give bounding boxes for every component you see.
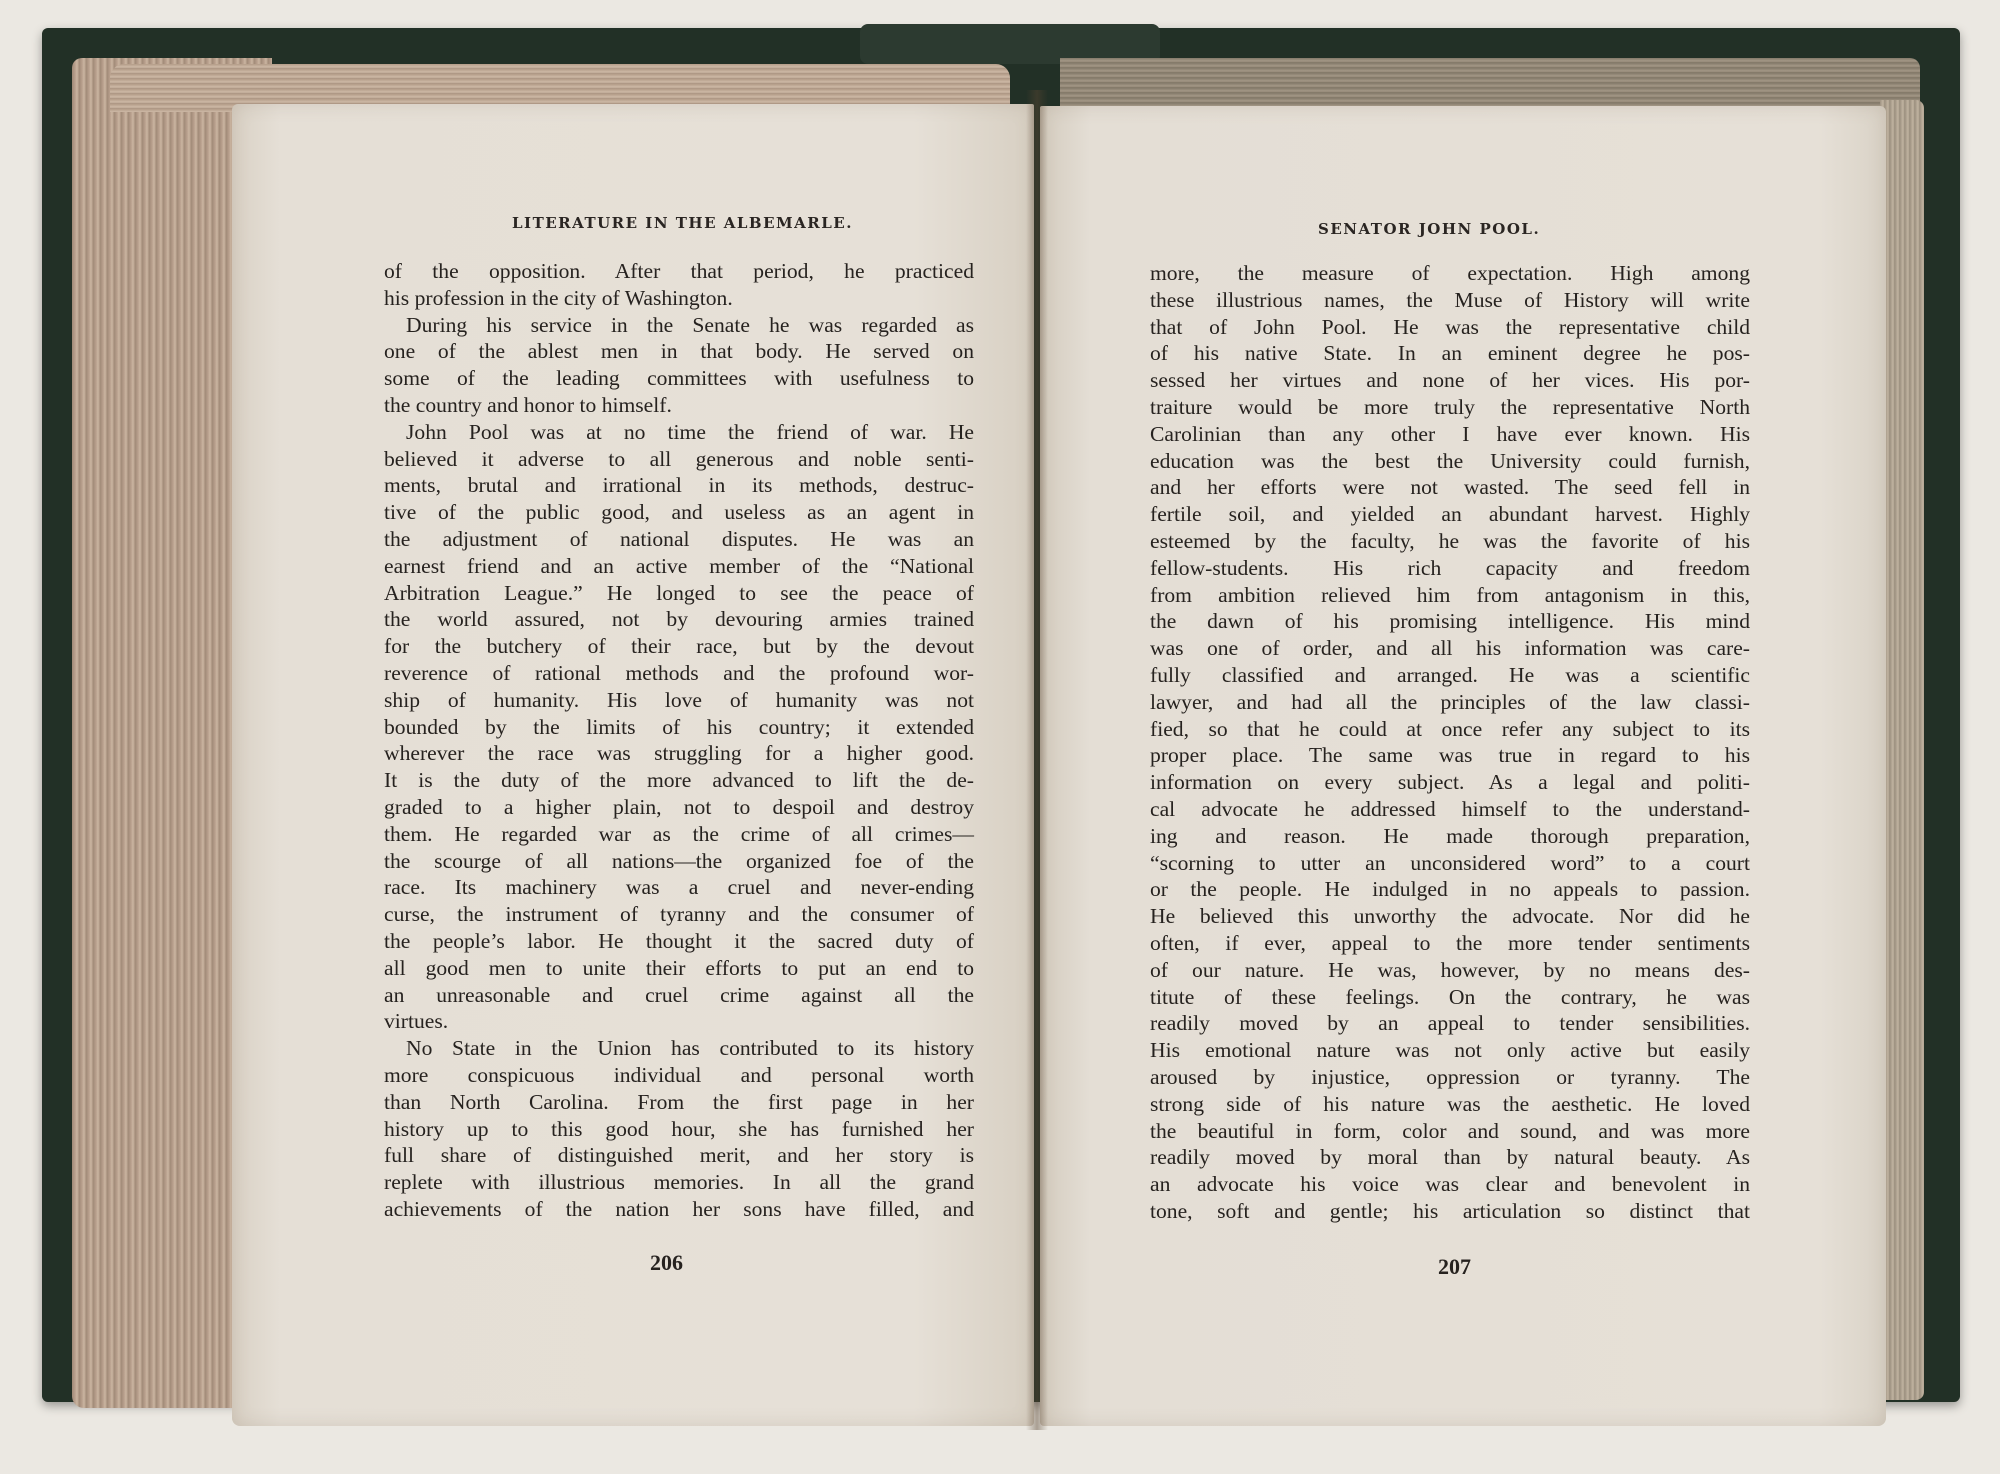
text-line: fertile soil, and yielded an abundant harvest. Highly [1150, 502, 1750, 527]
text-line: sessed her virtues and none of her vices. His por- [1150, 368, 1750, 393]
text-line: information on every subject. As a legal and politi- [1150, 770, 1750, 795]
text-line: His emotional nature was not only active but easily [1150, 1038, 1750, 1063]
text-line: than North Carolina. From the first page in her [384, 1089, 974, 1114]
text-line: his profession in the city of Washington. [384, 285, 733, 310]
text-line: “scorning to utter an unconsidered word” to a court [1150, 850, 1750, 875]
text-line: more conspicuous individual and personal worth [384, 1062, 974, 1087]
text-line: one of the ablest men in that body. He served on [384, 339, 974, 364]
text-line: tive of the public good, and useless as an agent in [384, 500, 974, 525]
text-line: the beautiful in form, color and sound, and was more [1150, 1118, 1750, 1143]
text-line: Carolinian than any other I have ever known. His [1150, 421, 1750, 446]
text-line: from ambition relieved him from antagonism in this, [1150, 582, 1750, 607]
text-line: ing and reason. He made thorough preparation, [1150, 823, 1750, 848]
text-line: earnest friend and an active member of the “National [384, 553, 974, 578]
text-line: ments, brutal and irrational in its methods, destruc- [384, 473, 974, 498]
book-gutter [1026, 90, 1048, 1430]
text-line: Arbitration League.” He longed to see the peace of [384, 580, 974, 605]
text-line: fied, so that he could at once refer any subject to its [1150, 716, 1750, 741]
text-line: readily moved by moral than by natural beauty. As [1150, 1145, 1750, 1170]
page-number-right: 207 [1438, 1254, 1471, 1279]
text-line: He believed this unworthy the advocate. Nor did he [1150, 904, 1750, 929]
left-page-text [384, 258, 974, 1223]
text-line: No State in the Union has contributed to its history [406, 1036, 974, 1061]
text-line: During his service in the Senate he was regarded as [406, 312, 974, 337]
running-head-left: LITERATURE IN THE ALBEMARLE. [512, 214, 853, 232]
text-line: fully classified and arranged. He was a scientific [1150, 662, 1750, 687]
text-line: the people’s labor. He thought it the sacred duty of [384, 928, 974, 953]
text-line: ship of humanity. His love of humanity was not [384, 687, 974, 712]
text-line: of his native State. In an eminent degree he pos- [1150, 341, 1750, 366]
text-line: of our nature. He was, however, by no means des- [1150, 957, 1750, 982]
text-line: fellow-students. His rich capacity and freedom [1150, 555, 1750, 580]
text-line: tone, soft and gentle; his articulation so distinct that [1150, 1198, 1750, 1223]
text-line: lawyer, and had all the principles of the law classi- [1150, 689, 1750, 714]
text-line: was one of order, and all his information was care- [1150, 636, 1750, 661]
text-line: cal advocate he addressed himself to the understand- [1150, 796, 1750, 821]
text-line: or the people. He indulged in no appeals to passion. [1150, 877, 1750, 902]
text-line: history up to this good hour, she has furnished her [384, 1116, 974, 1141]
text-line: them. He regarded war as the crime of all crimes— [384, 821, 974, 846]
text-line: reverence of rational methods and the profound wor- [384, 660, 974, 685]
text-line: bounded by the limits of his country; it extended [384, 714, 974, 739]
text-line: the dawn of his promising intelligence. His mind [1150, 609, 1750, 634]
text-line: the world assured, not by devouring armies trained [384, 607, 974, 632]
text-line: esteemed by the faculty, he was the favorite of his [1150, 528, 1750, 553]
text-line: graded to a higher plain, not to despoil and destroy [384, 794, 974, 819]
text-line: education was the best the University could furnish, [1150, 448, 1750, 473]
text-line: race. Its machinery was a cruel and never-ending [384, 875, 974, 900]
text-line: achievements of the nation her sons have filled, and [384, 1196, 974, 1221]
text-line: for the butchery of their race, but by the devout [384, 634, 974, 659]
text-line: that of John Pool. He was the representative child [1150, 314, 1750, 339]
left-page [232, 104, 1034, 1426]
text-line: believed it adverse to all generous and noble senti- [384, 446, 974, 471]
text-line: often, if ever, appeal to the more tender sentiments [1150, 930, 1750, 955]
text-line: titute of these feelings. On the contrary, he was [1150, 984, 1750, 1009]
text-line: the country and honor to himself. [384, 392, 672, 417]
text-line: proper place. The same was true in regard to his [1150, 743, 1750, 768]
text-line: full share of distinguished merit, and her story is [384, 1143, 974, 1168]
text-line: the scourge of all nations—the organized foe of the [384, 848, 974, 873]
text-line: wherever the race was struggling for a higher good. [384, 741, 974, 766]
text-line: the adjustment of national disputes. He was an [384, 526, 974, 551]
text-line: traiture would be more truly the representative North [1150, 394, 1750, 419]
text-line: John Pool was at no time the friend of war. He [406, 419, 974, 444]
text-line: strong side of his nature was the aesthetic. He loved [1150, 1091, 1750, 1116]
text-line: aroused by injustice, oppression or tyranny. The [1150, 1064, 1750, 1089]
right-page-text [1150, 260, 1750, 1225]
running-head-right: SENATOR JOHN POOL. [1318, 220, 1541, 238]
text-line: replete with illustrious memories. In all the grand [384, 1170, 974, 1195]
text-line: some of the leading committees with usefulness to [384, 366, 974, 391]
text-line: readily moved by an appeal to tender sensibilities. [1150, 1011, 1750, 1036]
text-line: It is the duty of the more advanced to lift the de- [384, 768, 974, 793]
text-line: these illustrious names, the Muse of History will write [1150, 287, 1750, 312]
page-number-left: 206 [650, 1250, 683, 1275]
text-line: more, the measure of expectation. High among [1150, 261, 1750, 285]
text-line: all good men to unite their efforts to put an end to [384, 955, 974, 980]
text-line: and her efforts were not wasted. The seed fell in [1150, 475, 1750, 500]
right-page [1040, 106, 1886, 1426]
text-line: virtues. [384, 1009, 449, 1034]
text-line: of the opposition. After that period, he practiced [384, 259, 974, 283]
page-edges-right [1880, 100, 1924, 1400]
text-line: curse, the instrument of tyranny and the consumer of [384, 902, 974, 927]
text-line: an unreasonable and cruel crime against all the [384, 982, 974, 1007]
text-line: an advocate his voice was clear and benevolent in [1150, 1172, 1750, 1197]
